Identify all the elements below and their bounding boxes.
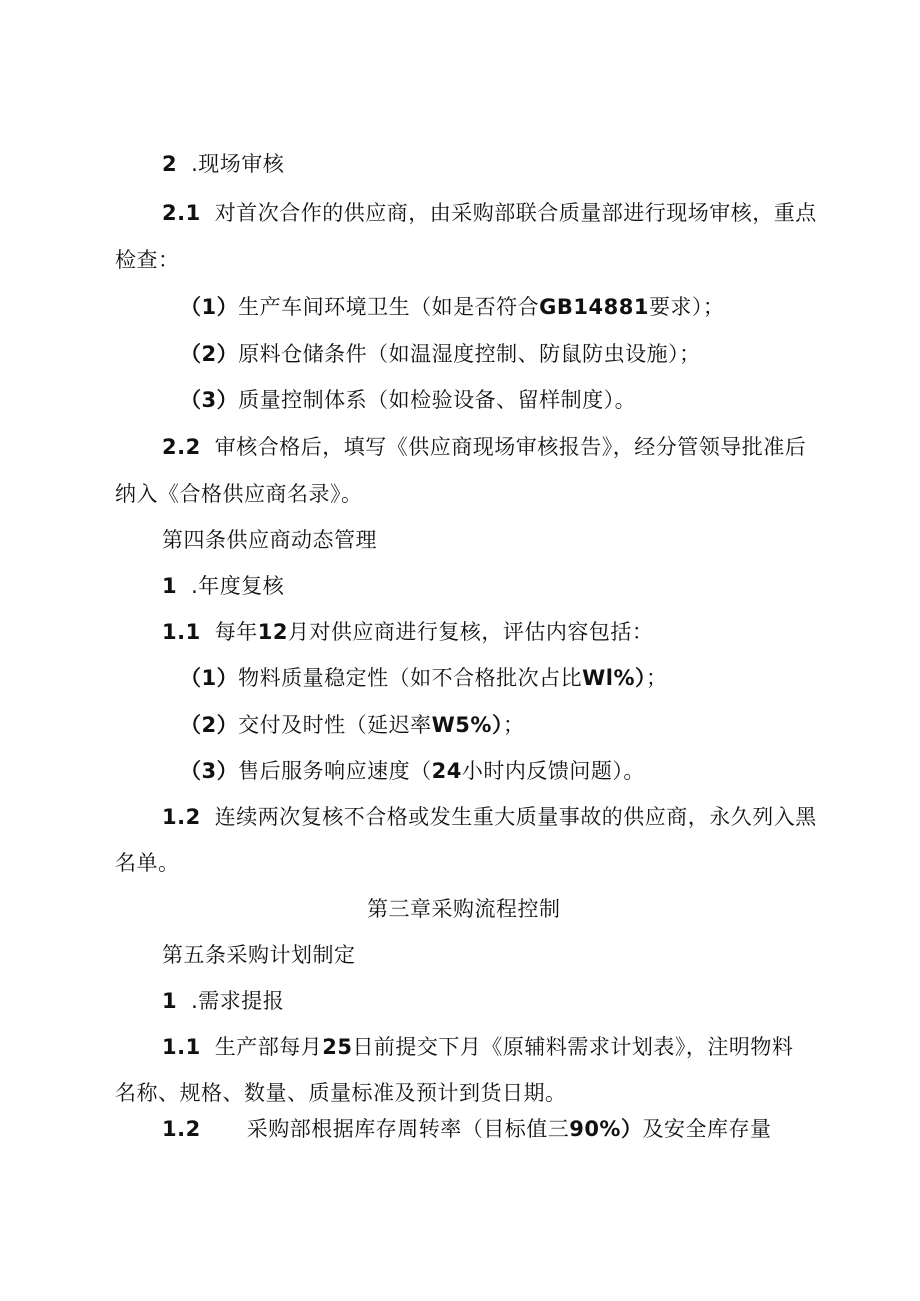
threshold-value: W5%）: [431, 713, 503, 737]
section-title: .现场审核: [191, 152, 285, 176]
paragraph-demand-1-1-line-1: [162, 1033, 793, 1061]
paragraph-2-1-line-2: [115, 246, 180, 274]
item-number: （1）: [180, 295, 239, 319]
paragraph-demand-1-1-line-2: [115, 1079, 567, 1107]
list-item-2: [180, 340, 701, 368]
clause-number: 1.1: [162, 1035, 201, 1059]
paragraph-text: 检查：: [115, 248, 180, 272]
review-item-2: [180, 711, 524, 739]
paragraph-2-2-line-1: [162, 433, 806, 461]
item-tail: ；: [502, 713, 525, 737]
item-text: 质量控制体系（如检验设备、留样制度）。: [238, 388, 637, 412]
paragraph-text: 及安全库存量: [642, 1117, 772, 1141]
paragraph-text: 采购部根据库存周转率（目标值三: [246, 1117, 570, 1141]
chapter-title: 第三章采购流程控制: [367, 897, 561, 921]
hours-value: 24: [431, 759, 462, 783]
clause-number: 1.2: [162, 805, 201, 829]
section-number: 2: [162, 152, 178, 176]
item-text: 交付及时性（延迟率: [238, 713, 432, 737]
paragraph-text: 月对供应商进行复核，评估内容包括：: [287, 620, 654, 644]
article-title: 第五条采购计划制定: [162, 943, 356, 967]
section-title: .年度复核: [191, 574, 285, 598]
list-item-1: [180, 293, 724, 321]
article-5-title: [162, 941, 356, 969]
paragraph-text: 名单。: [115, 851, 180, 875]
item-text: 售后服务响应速度（: [238, 759, 432, 783]
item-tail: ；: [646, 666, 668, 690]
paragraph-text: 对首次合作的供应商，由采购部联合质量部进行现场审核，重点: [214, 201, 817, 225]
item-text: 物料质量稳定性（如不合格批次占比: [238, 666, 583, 690]
day-value: 25: [322, 1035, 353, 1059]
paragraph-text: 生产部每月: [214, 1035, 323, 1059]
paragraph-1-1: [162, 618, 653, 646]
list-item-3: [180, 386, 636, 414]
item-number: （3）: [180, 759, 239, 783]
item-number: （1）: [180, 666, 239, 690]
item-text: 生产车间环境卫生（如是否符合: [238, 295, 540, 319]
section-number: 1: [162, 989, 178, 1013]
paragraph-text: 每年: [214, 620, 258, 644]
month-value: 12: [257, 620, 288, 644]
clause-number: 2.1: [162, 201, 201, 225]
review-item-1: [180, 664, 668, 692]
paragraph-text: 连续两次复核不合格或发生重大质量事故的供应商，永久列入黑: [214, 805, 817, 829]
item-number: （3）: [180, 388, 239, 412]
section-title: .需求提报: [191, 989, 285, 1013]
paragraph-demand-1-2: [162, 1115, 771, 1143]
chapter-3-title: [367, 895, 561, 923]
paragraph-1-2-line-2: [115, 849, 180, 877]
section-number: 1: [162, 574, 178, 598]
section-1-heading: [162, 572, 284, 600]
paragraph-2-1-line-1: [162, 199, 817, 227]
article-4-title: [162, 526, 377, 554]
item-tail: 要求）；: [648, 295, 725, 319]
review-item-3: [180, 757, 645, 785]
clause-number: 2.2: [162, 435, 201, 459]
item-text: 原料仓储条件（如温湿度控制、防鼠防虫设施）；: [238, 342, 701, 366]
item-number: （2）: [180, 713, 239, 737]
article-title: 第四条供应商动态管理: [162, 528, 377, 552]
paragraph-text: 日前提交下月《原辅料需求计划表》，注明物料: [352, 1035, 794, 1059]
target-value: 90%）: [569, 1117, 643, 1141]
paragraph-text: 名称、规格、数量、质量标准及预计到货日期。: [115, 1081, 567, 1105]
item-number: （2）: [180, 342, 239, 366]
paragraph-text: 审核合格后，填写《供应商现场审核报告》，经分管领导批准后: [214, 435, 807, 459]
paragraph-2-2-line-2: [115, 480, 363, 508]
standard-code: GB14881: [539, 295, 649, 319]
clause-number: 1.2: [162, 1117, 201, 1141]
clause-number: 1.1: [162, 620, 201, 644]
section-2-heading: [162, 150, 284, 178]
paragraph-1-2-line-1: [162, 803, 817, 831]
item-tail: 小时内反馈问题）。: [461, 759, 645, 783]
threshold-value: Wl%）: [582, 666, 647, 690]
section-1-demand-heading: [162, 987, 284, 1015]
paragraph-text: 纳入《合格供应商名录》。: [115, 482, 363, 506]
